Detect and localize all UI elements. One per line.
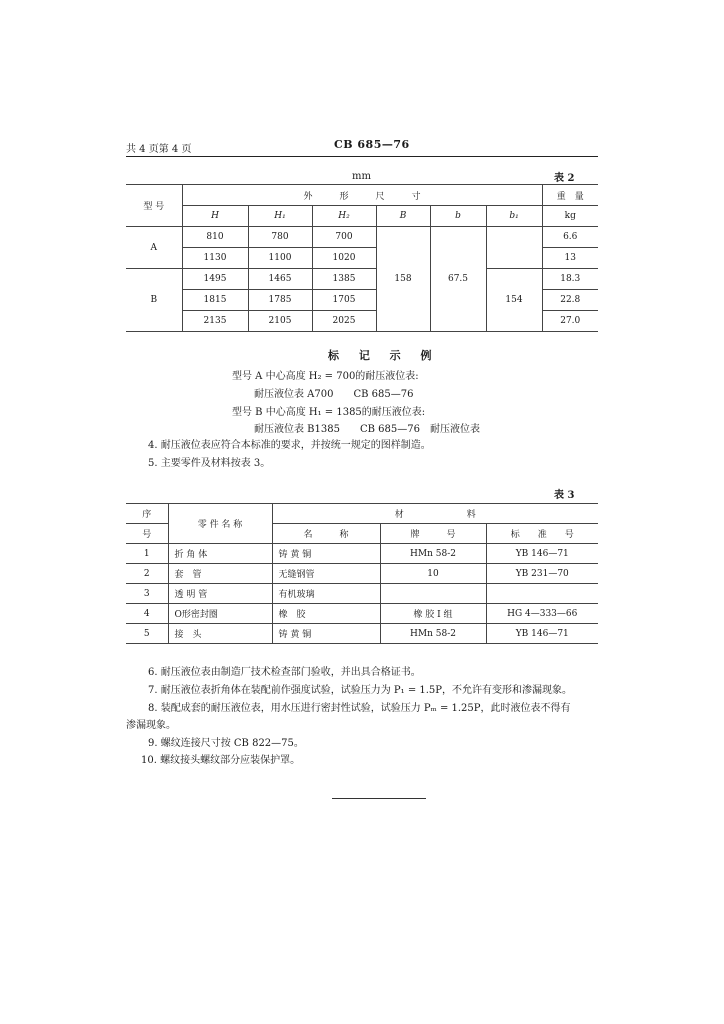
- table-row: [126, 604, 598, 624]
- dimension-table: [126, 184, 598, 332]
- weight-unit: kg: [542, 206, 598, 227]
- note-9: 9. 螺纹连接尺寸按 CB 822—75。: [148, 738, 304, 749]
- cell-h: 1495: [182, 269, 248, 290]
- cell-b: 67.5: [430, 227, 486, 332]
- material-standard-header: 标 准 号: [486, 524, 598, 544]
- table2-unit: mm: [352, 171, 371, 182]
- cell-h1: 1465: [248, 269, 312, 290]
- cell-no: 1: [126, 544, 168, 564]
- standard-code: CB 685—76: [334, 138, 410, 151]
- marking-line-1: 型号 A 中心高度 H₂ = 700的耐压液位表:: [232, 371, 419, 382]
- cell-h: 2135: [182, 311, 248, 332]
- table2-label: 表 2: [554, 173, 575, 184]
- cell-b1-blank: [486, 227, 542, 269]
- cell-h1: 780: [248, 227, 312, 248]
- end-rule: [332, 798, 426, 799]
- cell-h2: 2025: [312, 311, 376, 332]
- model-b: B: [126, 269, 182, 332]
- cell-part: 接 头: [168, 624, 272, 644]
- col-b1: b₁: [486, 206, 542, 227]
- cell-h1: 1100: [248, 248, 312, 269]
- material-name-header: 名 称: [272, 524, 380, 544]
- cell-standard: HG 4—333—66: [486, 604, 598, 624]
- outer-dimensions-header: 外 形 尺 寸: [182, 185, 542, 206]
- cell-standard: YB 146—71: [486, 544, 598, 564]
- cell-weight: 6.6: [542, 227, 598, 248]
- cell-grade: HMn 58-2: [380, 544, 486, 564]
- col-H1: H₁: [248, 206, 312, 227]
- cell-grade: HMn 58-2: [380, 624, 486, 644]
- cell-no: 5: [126, 624, 168, 644]
- cell-weight: 18.3: [542, 269, 598, 290]
- cell-grade: [380, 584, 486, 604]
- weight-header: 重 量: [542, 185, 598, 206]
- cell-h2: 1385: [312, 269, 376, 290]
- note-10: 10. 螺纹接头螺纹部分应装保护罩。: [141, 755, 301, 766]
- cell-no: 3: [126, 584, 168, 604]
- cell-part: 套 管: [168, 564, 272, 584]
- cell-material: 橡 胶: [272, 604, 380, 624]
- seq-header-top: 序: [126, 504, 168, 524]
- marking-line-4: 耐压液位表 B1385 CB 685—76 耐压液位表: [254, 424, 480, 435]
- cell-part: 折 角 体: [168, 544, 272, 564]
- col-H: H: [182, 206, 248, 227]
- cell-h: 810: [182, 227, 248, 248]
- col-b: b: [430, 206, 486, 227]
- cell-h: 1130: [182, 248, 248, 269]
- cell-b1: 154: [486, 269, 542, 332]
- table-row: [126, 227, 598, 248]
- table-row: [126, 584, 598, 604]
- cell-material: 无缝钢管: [272, 564, 380, 584]
- table3-label: 表 3: [554, 490, 575, 501]
- col-B: B: [376, 206, 430, 227]
- note-7: 7. 耐压液位表折角体在装配前作强度试验，试验压力为 P₁ = 1.5P，不允许有变形和渗漏现象。: [148, 685, 573, 696]
- cell-standard: YB 146—71: [486, 624, 598, 644]
- cell-h1: 2105: [248, 311, 312, 332]
- cell-h2: 700: [312, 227, 376, 248]
- cell-h1: 1785: [248, 290, 312, 311]
- cell-weight: 27.0: [542, 311, 598, 332]
- marking-line-2: 耐压液位表 A700 CB 685—76: [254, 389, 414, 400]
- part-name-header: 零 件 名 称: [168, 504, 272, 544]
- material-grade-header: 牌 号: [380, 524, 486, 544]
- table-row: [126, 564, 598, 584]
- table-row: [126, 624, 598, 644]
- cell-material: 有机玻璃: [272, 584, 380, 604]
- note-5: 5. 主要零件及材料按表 3。: [148, 458, 271, 469]
- note-4: 4. 耐压液位表应符合本标准的要求，并按统一规定的图样制造。: [148, 440, 431, 451]
- table-row: [126, 544, 598, 564]
- note-8-line-2: 渗漏现象。: [126, 720, 176, 731]
- cell-standard: YB 231—70: [486, 564, 598, 584]
- cell-no: 2: [126, 564, 168, 584]
- cell-h2: 1020: [312, 248, 376, 269]
- seq-header-bottom: 号: [126, 524, 168, 544]
- cell-grade: 橡 胶 I 组: [380, 604, 486, 624]
- marking-line-3: 型号 B 中心高度 H₁ = 1385的耐压液位表:: [232, 407, 426, 418]
- note-6: 6. 耐压液位表由制造厂技术检查部门验收，并出具合格证书。: [148, 667, 421, 678]
- header-rule: [126, 156, 598, 157]
- cell-standard: [486, 584, 598, 604]
- cell-material: 铸 黄 铜: [272, 544, 380, 564]
- material-header: 材 料: [272, 504, 598, 524]
- cell-h2: 1705: [312, 290, 376, 311]
- cell-part: O形密封圈: [168, 604, 272, 624]
- cell-grade: 10: [380, 564, 486, 584]
- model-a: A: [126, 227, 182, 269]
- cell-part: 透 明 管: [168, 584, 272, 604]
- cell-weight: 22.8: [542, 290, 598, 311]
- materials-table: [126, 503, 598, 644]
- cell-h: 1815: [182, 290, 248, 311]
- note-8-line-1: 8. 装配成套的耐压液位表，用水压进行密封性试验，试验压力 Pₘ = 1.25P，此时液位表不得有: [148, 703, 571, 714]
- page-number: 共 4 页第 4 页: [126, 144, 192, 155]
- col-H2: H₂: [312, 206, 376, 227]
- cell-material: 铸 黄 铜: [272, 624, 380, 644]
- cell-B: 158: [376, 227, 430, 332]
- model-header: 型 号: [126, 185, 182, 227]
- cell-no: 4: [126, 604, 168, 624]
- cell-weight: 13: [542, 248, 598, 269]
- table-row: [126, 269, 598, 290]
- marking-title: 标 记 示 例: [328, 349, 440, 362]
